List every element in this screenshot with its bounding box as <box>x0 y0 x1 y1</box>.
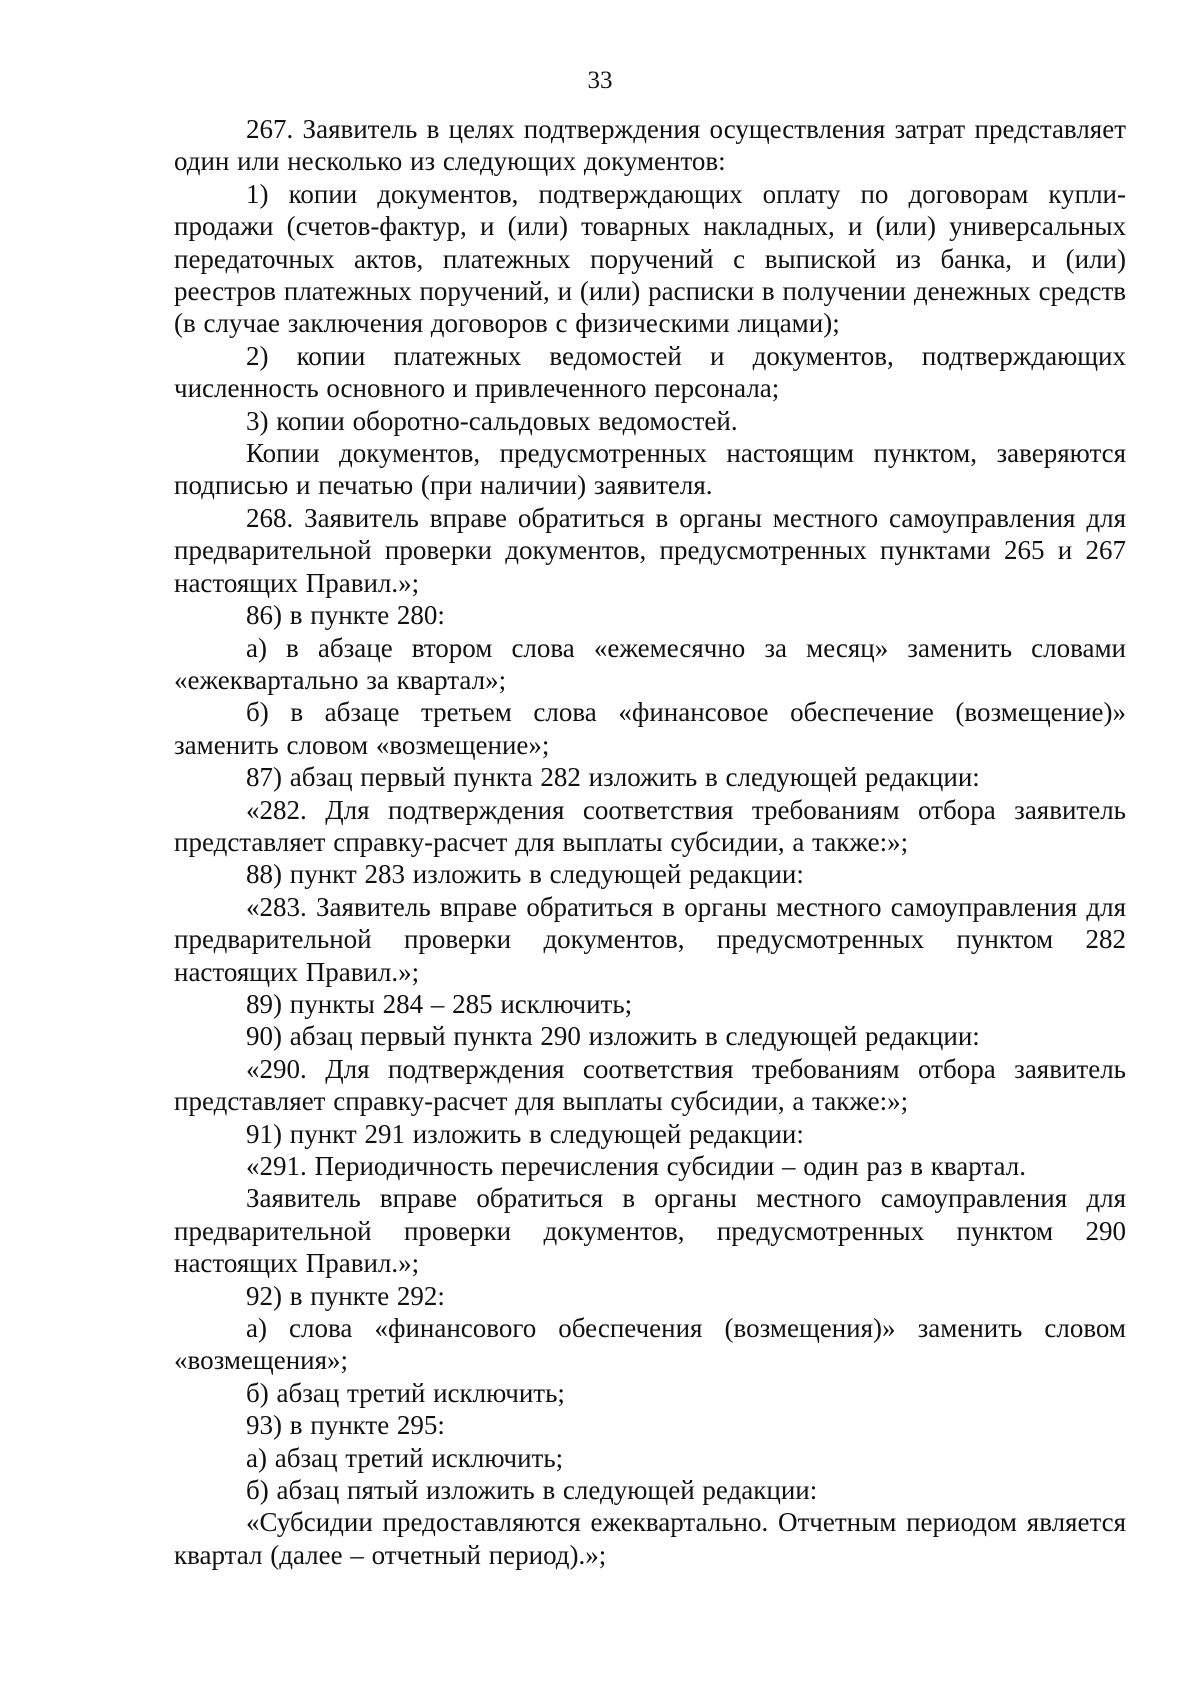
paragraph: Заявитель вправе обратиться в органы местного самоуправления для предварительной проверки документов, предусмотренных пунктом 290 настоящих Правил.»; <box>174 1183 1126 1279</box>
page-number: 33 <box>587 67 613 94</box>
paragraph: 3) копии оборотно-сальдовых ведомостей. <box>246 405 738 436</box>
paragraph: Копии документов, предусмотренных настоящим пунктом, заверяются подписью и печатью (при наличии) заявителя. <box>174 438 1126 501</box>
paragraph: а) абзац третий исключить; <box>246 1442 564 1473</box>
paragraph: 87) абзац первый пункта 282 изложить в следующей редакции: <box>246 762 980 793</box>
paragraph: «283. Заявитель вправе обратиться в органы местного самоуправления для предварительной проверки документов, предусмотренных пунктом 282 настоящих Правил.»; <box>174 891 1126 987</box>
paragraph: 92) в пункте 292: <box>246 1280 445 1311</box>
paragraph: б) абзац пятый изложить в следующей редакции: <box>246 1475 818 1506</box>
paragraph: 268. Заявитель вправе обратиться в органы местного самоуправления для предварительной проверки документов, предусмотренных пунктами 265 и 267 настоящих Правил.»; <box>174 502 1126 598</box>
paragraph: а) слова «финансового обеспечения (возмещения)» заменить словом «возмещения»; <box>174 1313 1126 1376</box>
paragraph: 90) абзац первый пункта 290 изложить в следующей редакции: <box>246 1021 980 1052</box>
document-body <box>174 113 1126 1571</box>
paragraph: 88) пункт 283 изложить в следующей редакции: <box>246 859 804 890</box>
paragraph: б) абзац третий исключить; <box>246 1377 565 1408</box>
paragraph: «291. Периодичность перечисления субсидии – один раз в квартал. <box>246 1151 1026 1181</box>
paragraph: 93) в пункте 295: <box>246 1410 445 1441</box>
paragraph: а) в абзаце втором слова «ежемесячно за месяц» заменить словами «ежеквартально за квартал»; <box>174 632 1126 695</box>
paragraph: 89) пункты 284 – 285 исключить; <box>246 988 633 1019</box>
paragraph: «290. Для подтверждения соответствия требованиям отбора заявитель представляет справку-расчет для выплаты субсидии, а также:»; <box>174 1053 1126 1117</box>
paragraph: 1) копии документов, подтверждающих оплату по договорам купли-продажи (счетов-фактур, и (или) товарных накладных, и (или) универсальных передаточных актов, платежных поручений с выпиской из банка, и (или) реестров платежных поручений, и (или) расписки в получении денежных средств (в случае заключения договоров с физическими лицами); <box>174 178 1126 339</box>
paragraph: б) в абзаце третьем слова «финансовое обеспечение (возмещение)» заменить словом «возмещение»; <box>174 697 1126 760</box>
paragraph: «282. Для подтверждения соответствия требованиям отбора заявитель представляет справку-расчет для выплаты субсидии, а также:»; <box>174 794 1126 857</box>
paragraph: «Субсидии предоставляются ежеквартально. Отчетным периодом является квартал (далее – отчетный период).»; <box>174 1507 1126 1570</box>
paragraph: 91) пункт 291 изложить в следующей редакции: <box>246 1118 804 1149</box>
paragraph: 2) копии платежных ведомостей и документов, подтверждающих численность основного и привлеченного персонала; <box>174 340 1126 404</box>
paragraph: 267. Заявитель в целях подтверждения осуществления затрат представляет один или несколько из следующих документов: <box>174 114 1126 177</box>
paragraph: 86) в пункте 280: <box>246 600 445 631</box>
